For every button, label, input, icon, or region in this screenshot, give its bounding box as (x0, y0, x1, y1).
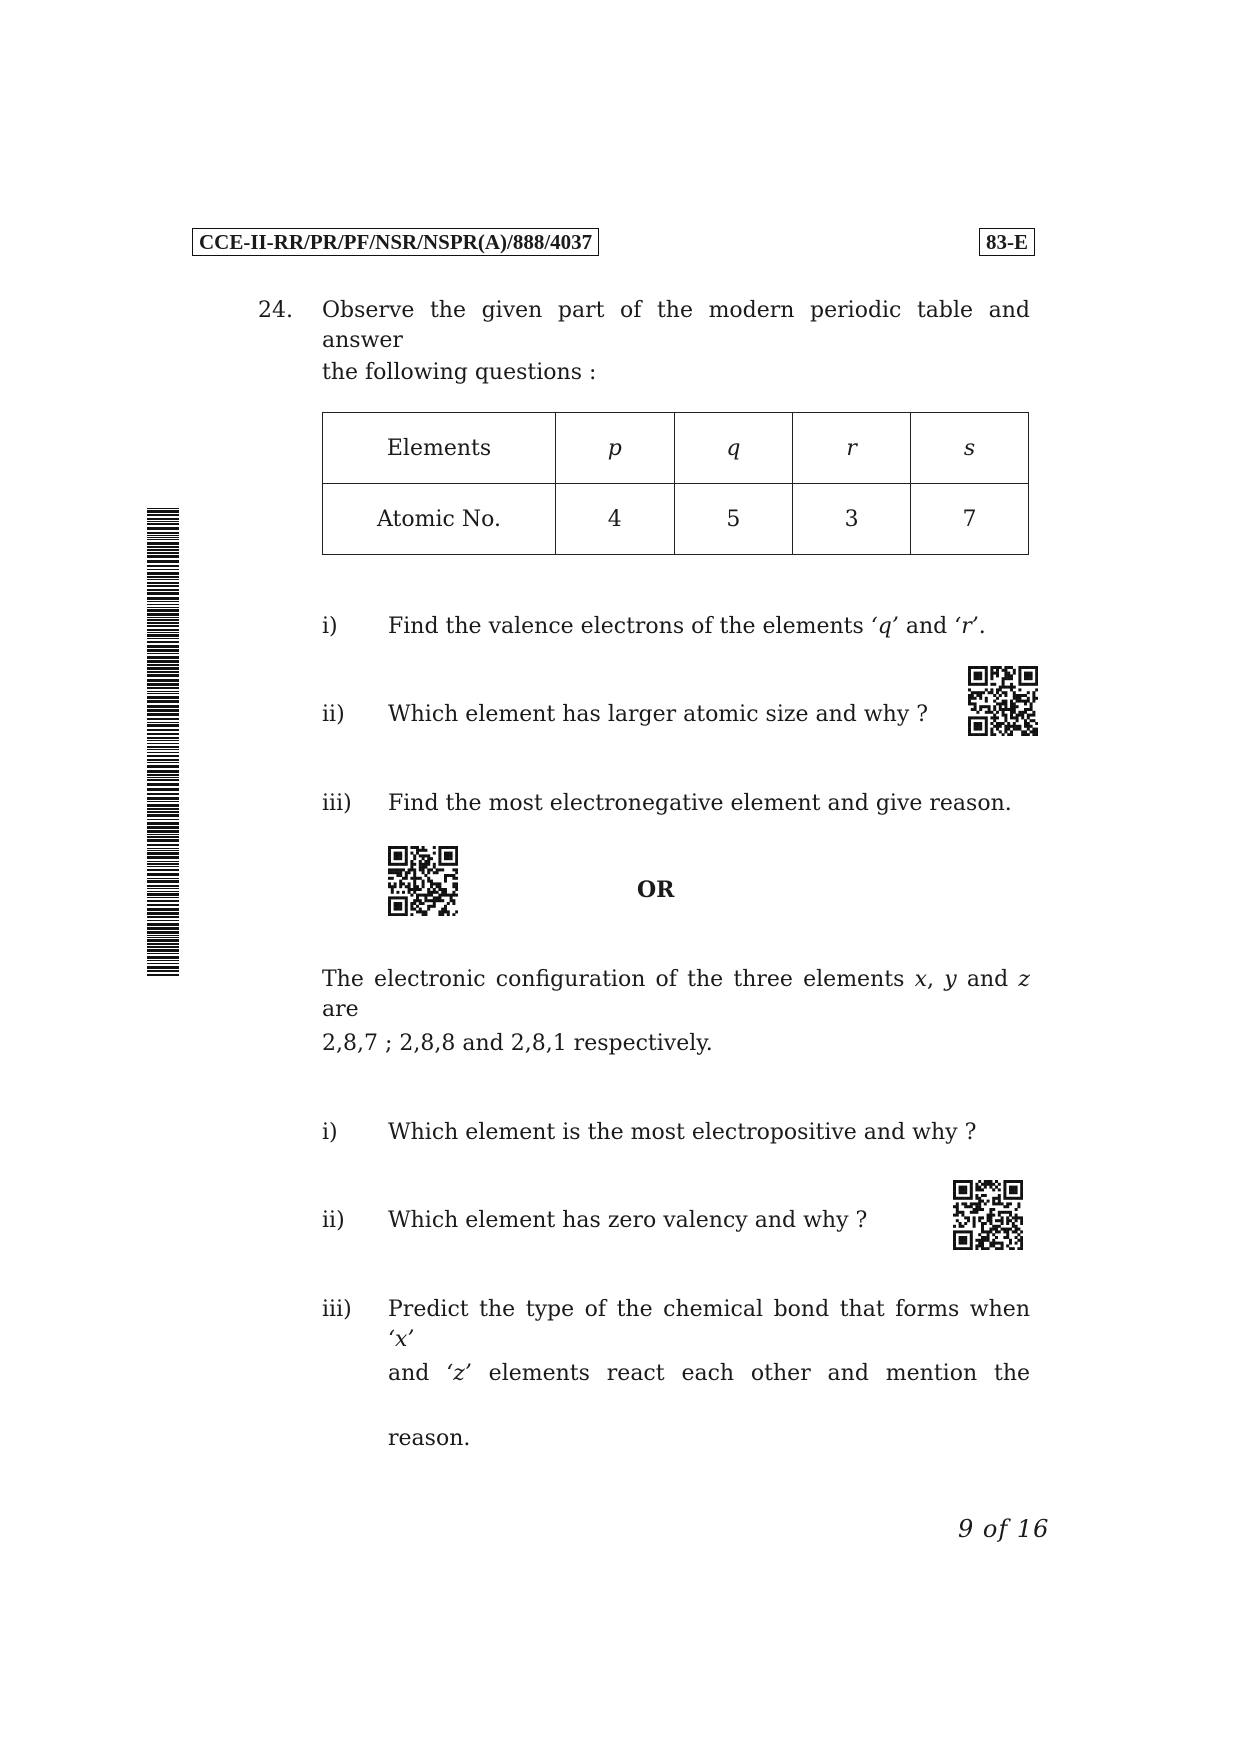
alt-question-intro-line1: The electronic configuration of the three elements x, y and z are (322, 967, 1030, 1022)
barcode-icon (147, 508, 179, 978)
periodic-table (322, 412, 1029, 555)
qr-code-icon (968, 666, 1038, 736)
sub-question-number: iii) (322, 791, 352, 816)
table-cell-value: 4 (556, 484, 675, 555)
alt-question-intro-line2: 2,8,7 ; 2,8,8 and 2,8,1 respectively. (322, 1031, 713, 1056)
question-intro-line1: Observe the given part of the modern periodic table and answer (322, 298, 1030, 353)
sub-question-text: Which element has zero valency and why ? (388, 1208, 868, 1233)
sub-question-number: iii) (322, 1297, 352, 1322)
paper-code-badge: 83-E (979, 228, 1035, 256)
sub-question-text: Find the most electronegative element and give reason. (388, 791, 1012, 816)
table-cell-value: 7 (911, 484, 1029, 555)
sub-question-text: Which element has larger atomic size and why ? (388, 702, 929, 727)
table-cell-value: 3 (793, 484, 911, 555)
table-cell-element: s (911, 413, 1029, 484)
sub-question-text-line3: reason. (388, 1426, 471, 1451)
qr-code-icon (953, 1180, 1023, 1250)
table-cell-element: r (793, 413, 911, 484)
table-cell-label: Atomic No. (323, 484, 556, 555)
sub-question-number: i) (322, 1120, 338, 1145)
sub-question-number: i) (322, 614, 338, 639)
table-row-elements (323, 413, 1029, 484)
table-row-atomic-no (323, 484, 1029, 555)
sub-question-text-line2: and ‘z’ elements react each other and mention the (388, 1361, 1031, 1386)
sub-question-text-line1: Predict the type of the chemical bond that forms when ‘x’ (388, 1297, 1030, 1352)
sub-question-text: Which element is the most electropositive and why ? (388, 1120, 977, 1145)
question-intro-line2: the following questions : (322, 360, 597, 385)
question-paper-code: CCE-II-RR/PR/PF/NSR/NSPR(A)/888/4037 (192, 228, 599, 256)
table-cell-element: p (556, 413, 675, 484)
sub-question-number: ii) (322, 702, 345, 727)
qr-code-icon (388, 846, 458, 916)
question-number: 24. (258, 298, 293, 323)
sub-question-text: Find the valence electrons of the elements ‘q’ and ‘r’. (388, 614, 986, 639)
table-cell-element: q (674, 413, 793, 484)
sub-question-number: ii) (322, 1208, 345, 1233)
table-cell-value: 5 (674, 484, 793, 555)
table-cell-label: Elements (323, 413, 556, 484)
page-number: 9 of 16 (958, 1515, 1050, 1543)
or-separator: OR (637, 877, 675, 903)
